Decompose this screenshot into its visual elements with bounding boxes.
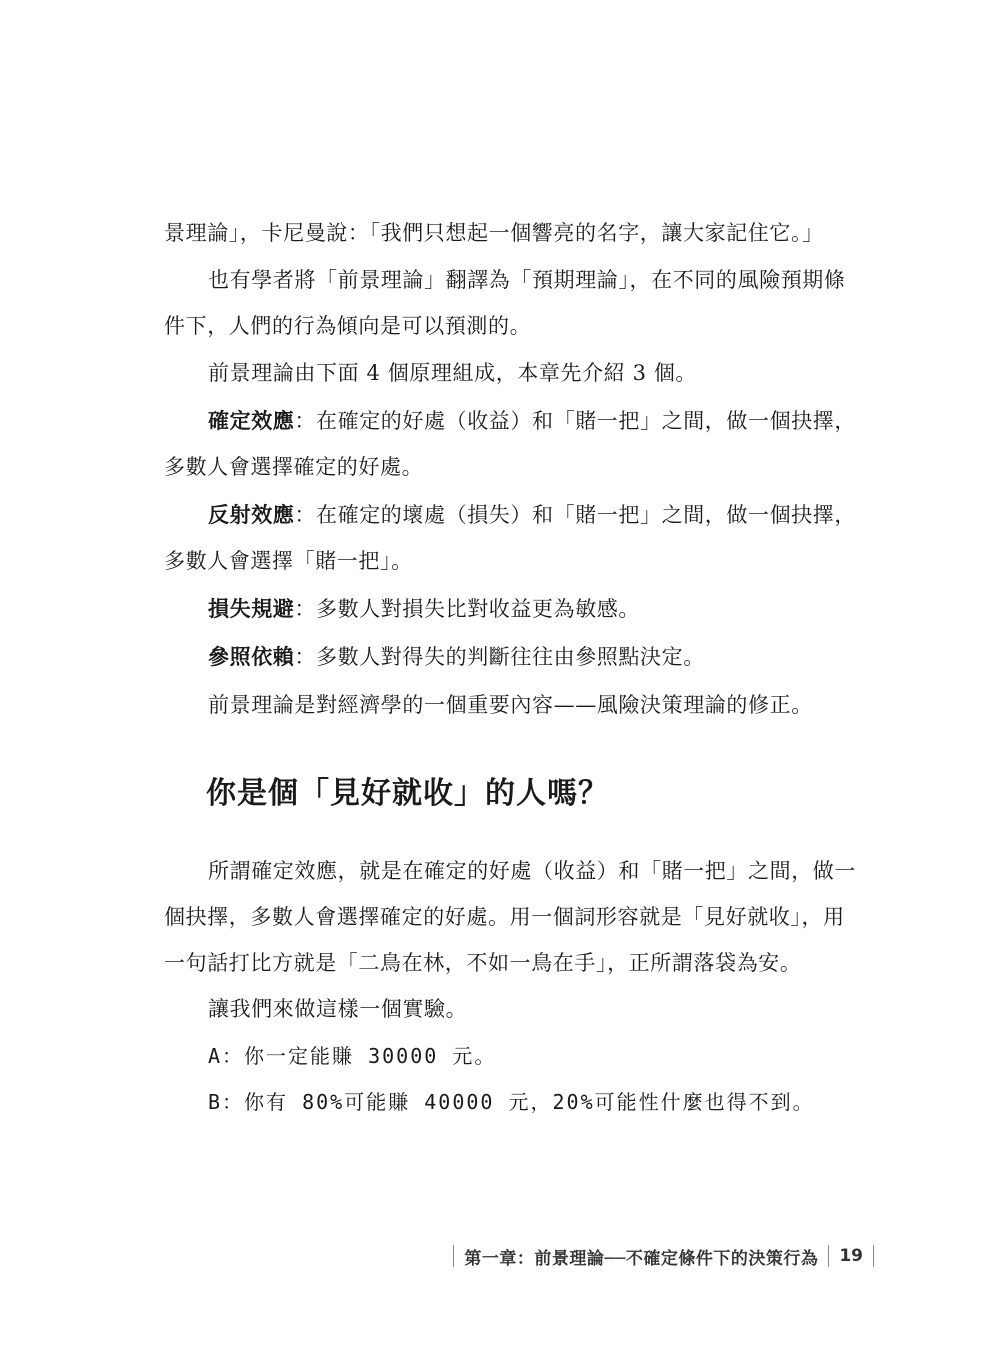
paragraph-revision bbox=[164, 682, 886, 728]
text-line: 景理論」，卡尼曼說：「我們只想起一個響亮的名字，讓大家記住它。」 bbox=[164, 221, 824, 245]
footer-divider bbox=[453, 1245, 454, 1267]
footer-chapter-title: 第一章：前景理論──不確定條件下的決策行為 bbox=[464, 1248, 819, 1269]
paragraph-reflection-effect bbox=[164, 492, 886, 584]
text-line bbox=[164, 634, 886, 680]
running-footer bbox=[443, 1240, 884, 1272]
term-certainty-effect: 確定效應 bbox=[208, 409, 295, 433]
term-loss-aversion: 損失規避 bbox=[208, 597, 295, 621]
paragraph-experiment-intro bbox=[164, 986, 886, 1032]
text-line: 多數人會選擇確定的好處。 bbox=[164, 455, 424, 479]
text-line bbox=[164, 398, 886, 444]
section-heading: 你是個「見好就收」的人嗎？ bbox=[206, 776, 609, 811]
text-line: 讓我們來做這樣一個實驗。 bbox=[208, 997, 468, 1021]
text-line: 也有學者將「前景理論」翻譯為「預期理論」，在不同的風險預期條 bbox=[208, 268, 846, 292]
option-b: B：你有 80%可能賺 40000 元，20%可能性什麼也得不到。 bbox=[208, 1090, 815, 1114]
text-line bbox=[164, 492, 886, 538]
text-line: 所謂確定效應，就是在確定的好處（收益）和「賭一把」之間，做一 bbox=[208, 859, 856, 883]
text-fragment: ：在確定的壞處（損失）和「賭一把」之間，做一個抉擇， bbox=[294, 503, 857, 527]
footer-divider bbox=[873, 1245, 874, 1267]
paragraph-continuation bbox=[164, 210, 886, 256]
text-fragment: ：多數人對得失的判斷往往由參照點決定。 bbox=[294, 645, 705, 669]
term-reflection-effect: 反射效應 bbox=[208, 503, 295, 527]
text-line: 前景理論是對經濟學的一個重要內容——風險決策理論的修正。 bbox=[208, 693, 813, 717]
text-fragment: ：多數人對損失比對收益更為敏感。 bbox=[294, 597, 641, 621]
paragraph-loss-aversion bbox=[164, 586, 886, 632]
paragraph-principles-intro bbox=[164, 350, 886, 396]
text-line: 多數人會選擇「賭一把」。 bbox=[164, 549, 413, 573]
paragraph-translation-note bbox=[164, 257, 886, 349]
paragraph-certainty-effect bbox=[164, 398, 886, 490]
footer-divider bbox=[828, 1245, 829, 1267]
text-fragment: ：在確定的好處（收益）和「賭一把」之間，做一個抉擇， bbox=[294, 409, 857, 433]
term-reference-dependence: 參照依賴 bbox=[208, 645, 295, 669]
text-line: 一句話打比方就是「二鳥在林，不如一鳥在手」，正所謂落袋為安。 bbox=[164, 951, 802, 975]
paragraph-reference-dependence bbox=[164, 634, 886, 680]
text-line: 前景理論由下面 4 個原理組成，本章先介紹 3 個。 bbox=[208, 361, 698, 385]
text-line bbox=[164, 586, 886, 632]
text-line: 件下，人們的行為傾向是可以預測的。 bbox=[164, 314, 532, 338]
option-a: A：你一定能賺 30000 元。 bbox=[208, 1044, 497, 1068]
paragraph-certainty-definition bbox=[164, 848, 886, 986]
text-line: 個抉擇，多數人會選擇確定的好處。用一個詞形容就是「見好就收」，用 bbox=[164, 905, 845, 929]
page-number: 19 bbox=[839, 1246, 863, 1266]
